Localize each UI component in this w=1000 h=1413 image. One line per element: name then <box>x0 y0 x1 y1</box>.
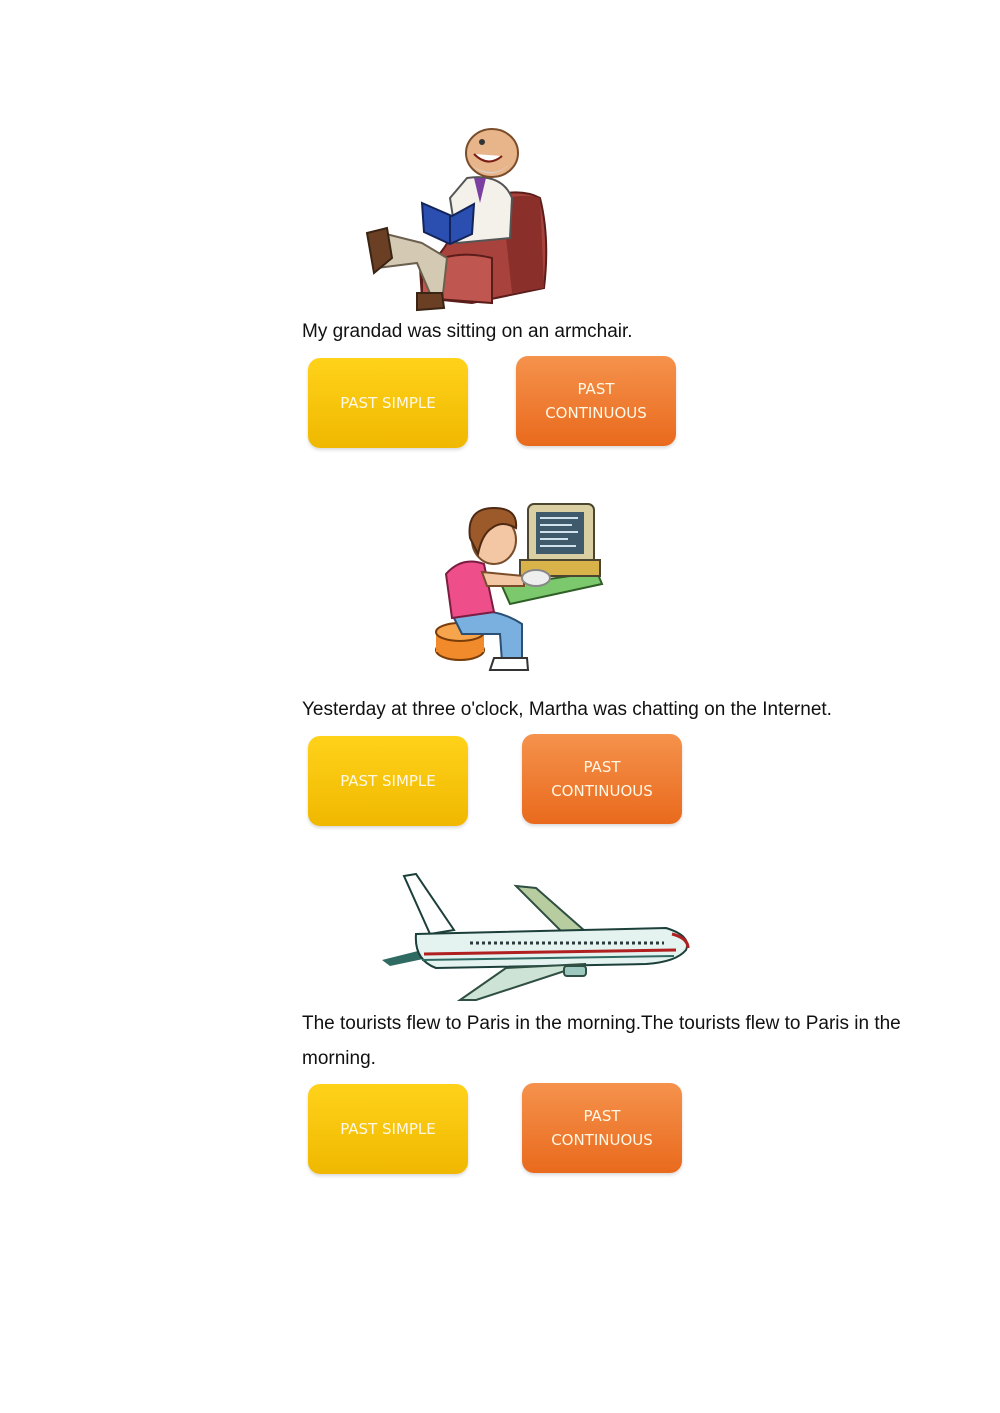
item-1-sentence: My grandad was sitting on an armchair. <box>302 321 633 342</box>
item-2-sentence: Yesterday at three o'clock, Martha was chatting on the Internet. <box>302 699 832 720</box>
item-3-past-continuous-button[interactable]: PAST CONTINUOUS <box>522 1083 682 1173</box>
airplane-illustration <box>376 868 694 1004</box>
item-3-sentence: The tourists flew to Paris in the morning.The tourists flew to Paris in the morning. <box>302 1013 901 1069</box>
girl-computer-illustration <box>432 494 608 682</box>
item-1-past-continuous-button[interactable]: PAST CONTINUOUS <box>516 356 676 446</box>
item-3-past-simple-button[interactable]: PAST SIMPLE <box>308 1084 468 1174</box>
item-1-past-simple-button[interactable]: PAST SIMPLE <box>308 358 468 448</box>
item-2-past-continuous-button[interactable]: PAST CONTINUOUS <box>522 734 682 824</box>
item-2-past-simple-button[interactable]: PAST SIMPLE <box>308 736 468 826</box>
grandad-armchair-illustration <box>362 128 554 314</box>
